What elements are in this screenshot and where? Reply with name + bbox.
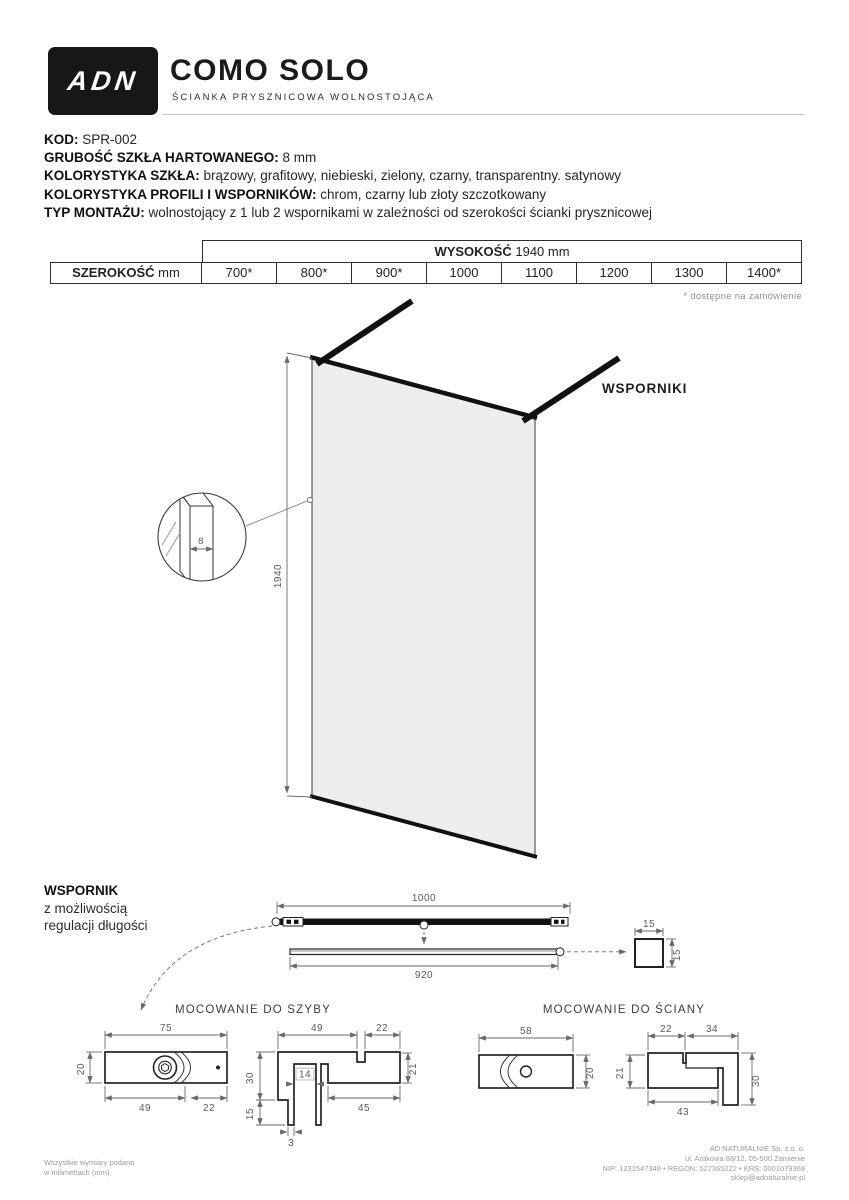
dim-20: 20 xyxy=(76,1062,87,1076)
detail-curve-arrow xyxy=(141,926,272,1010)
screw-hole xyxy=(521,1066,532,1077)
bar-center-point xyxy=(420,921,428,929)
dim-20-wall: 20 xyxy=(585,1066,596,1080)
wspornik-subtitle-2: regulacji długości xyxy=(44,918,148,933)
bar-adjuster-left xyxy=(283,918,303,927)
page-subtitle: ŚCIANKA PRYSZNICOWA WOLNOSTOJĄCA xyxy=(172,92,435,103)
width-cell: 1200 xyxy=(577,262,652,284)
width-cell: 800* xyxy=(277,262,352,284)
spec-value: chrom, czarny lub złoty szczotkowany xyxy=(320,186,547,202)
note-line-2: w milimetrach (mm). xyxy=(44,1168,112,1177)
dim-58: 58 xyxy=(519,1026,533,1037)
adjuster-mark xyxy=(287,920,292,924)
spec-value: brązowy, grafitowy, niebieski, zielony, czarny, transparentny. satynowy xyxy=(203,168,621,184)
wspornik-title: WSPORNIK xyxy=(44,883,119,898)
width-cell: 1300 xyxy=(652,262,727,284)
spec-value: SPR-002 xyxy=(82,132,138,147)
wall-mount-profile xyxy=(615,1024,762,1118)
width-cell: 700* xyxy=(202,262,277,284)
dim-22-wall: 22 xyxy=(659,1024,673,1035)
adn-logo-text: ADN xyxy=(65,65,141,96)
note-line-1: Wszystkie wymiary podano xyxy=(44,1158,135,1167)
company-info xyxy=(603,1144,805,1183)
company-email: sklep@adnaturalnie.pl xyxy=(730,1173,805,1183)
dim-22: 22 xyxy=(202,1103,216,1114)
adjuster-mark xyxy=(554,920,559,924)
glass-edge-detail xyxy=(158,493,246,584)
dim-30: 30 xyxy=(245,1071,256,1085)
height-label: WYSOKOŚĆ xyxy=(434,244,512,259)
company-registry: NIP: 1231547348 • REGON: 527365222 • KRS: 0001079368 xyxy=(602,1163,805,1173)
table-footnote: * dostępne na zamówienie xyxy=(683,291,802,302)
inner-tube xyxy=(290,949,558,955)
support-bar-right xyxy=(523,358,619,421)
page-title: COMO SOLO xyxy=(170,54,371,87)
bar-cross-section xyxy=(635,939,663,967)
dim-34: 34 xyxy=(705,1024,719,1035)
dim-8: 8 xyxy=(198,536,204,547)
bar-end-pivot xyxy=(272,918,280,926)
spec-value: wolnostojący z 1 lub 2 wspornikami w zależności od szerokości ścianki prysznicowej xyxy=(148,204,652,220)
adjuster-mark xyxy=(561,920,565,924)
dim-15-width: 15 xyxy=(642,919,656,930)
dim-49: 49 xyxy=(138,1103,152,1114)
glass-panel-drawing xyxy=(246,301,619,857)
company-name: AD NATURALNIE Sp. z o. o. xyxy=(709,1144,805,1153)
wall-mount-plan xyxy=(479,1026,596,1088)
bar-adjuster-right xyxy=(551,918,568,927)
glass-mount-profile xyxy=(245,1023,419,1149)
dim-21-wall: 21 xyxy=(615,1066,626,1080)
dim-49-top: 49 xyxy=(310,1023,324,1034)
dim-14: 14 xyxy=(298,1069,312,1081)
dim-15: 15 xyxy=(245,1107,256,1121)
dim-1000: 1000 xyxy=(411,893,437,904)
width-unit: mm xyxy=(158,265,180,280)
wspornik-subtitle-1: z możliwością xyxy=(44,900,128,916)
dim-45: 45 xyxy=(357,1103,371,1114)
company-address: ul. Arakowa 88/12, 05-500 Zamienie xyxy=(684,1153,805,1163)
adjuster-mark xyxy=(294,920,299,924)
pin-hole xyxy=(216,1066,220,1070)
dim-920: 920 xyxy=(414,970,434,981)
dim-3: 3 xyxy=(287,1138,295,1149)
wsporniki-label: WSPORNIKI xyxy=(602,381,688,396)
width-cell: 1100 xyxy=(502,262,577,284)
wall-profile-shape xyxy=(648,1053,738,1105)
dim-75: 75 xyxy=(159,1023,173,1034)
dim-30-wall: 30 xyxy=(751,1074,762,1088)
ext-line xyxy=(287,353,312,358)
spec-label: TYP MONTAŻU: xyxy=(44,204,145,220)
width-label: SZEROKOŚĆ xyxy=(72,265,155,280)
dimensions-note xyxy=(44,1158,134,1178)
dim-43: 43 xyxy=(676,1107,690,1118)
spec-label: KOD: xyxy=(44,132,79,147)
leader-point xyxy=(307,497,312,502)
spec-label: KOLORYSTYKA PROFILI I WSPORNIKÓW: xyxy=(44,186,317,202)
leader-line xyxy=(246,501,307,526)
height-value: 1940 mm xyxy=(515,244,570,259)
glass-panel xyxy=(312,358,535,857)
width-cell: 1400* xyxy=(727,262,802,284)
width-cell: 1000 xyxy=(427,262,502,284)
dim-1940: 1940 xyxy=(273,563,284,589)
spec-label: GRUBOŚĆ SZKŁA HARTOWANEGO: xyxy=(44,150,279,166)
dim-21: 21 xyxy=(408,1062,419,1076)
spec-value: 8 mm xyxy=(282,150,317,166)
dim-15-height: 15 xyxy=(672,948,683,962)
tube-end-point xyxy=(556,948,564,956)
wall-mount-title: MOCOWANIE DO ŚCIANY xyxy=(542,1004,706,1016)
ext-line xyxy=(287,796,312,797)
glass-mount-plan xyxy=(76,1023,227,1114)
glass-mount-title: MOCOWANIE DO SZYBY xyxy=(175,1004,331,1016)
width-cell: 900* xyxy=(352,262,427,284)
wspornik-bar-drawing xyxy=(141,893,683,1010)
support-bar-left xyxy=(317,301,412,364)
glass-clamp-profile xyxy=(278,1052,400,1125)
spec-label: KOLORYSTYKA SZKŁA: xyxy=(44,168,200,184)
dim-22-top: 22 xyxy=(375,1023,389,1034)
